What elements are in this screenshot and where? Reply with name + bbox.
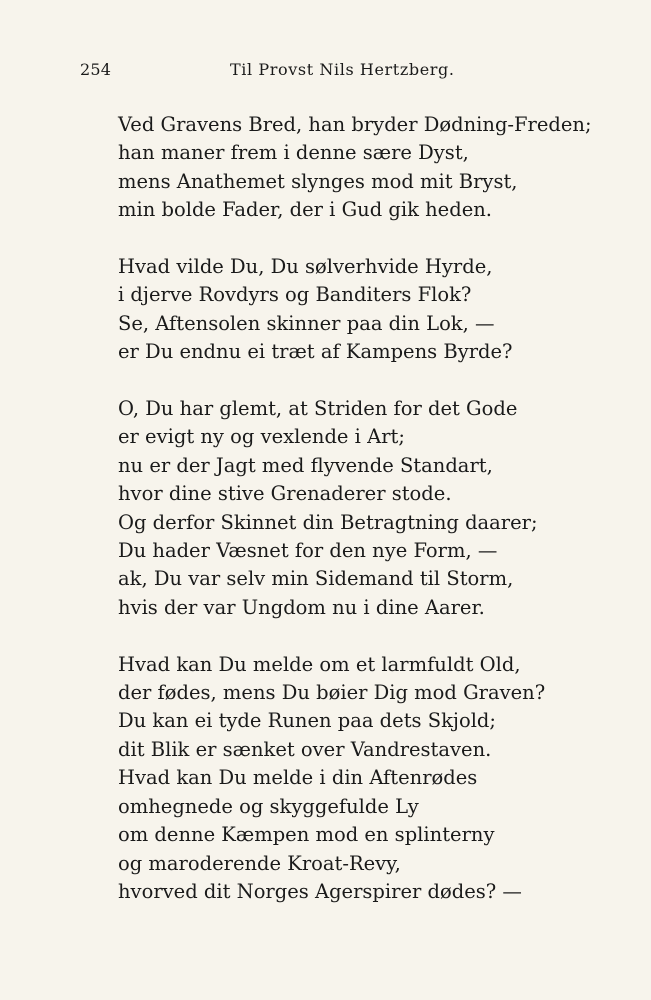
poem-line: der fødes, mens Du bøier Dig mod Graven?	[118, 681, 546, 705]
running-title: Til Provst Nils Hertzberg.	[230, 60, 455, 79]
stanza-4	[118, 651, 638, 907]
stanza-3	[118, 395, 638, 622]
poem-line: dit Blik er sænket over Vandrestaven.	[118, 737, 492, 761]
poem-line: hvorved dit Norges Agerspirer dødes? —	[118, 879, 522, 903]
stanza-1	[118, 111, 638, 225]
poem-line: Du kan ei tyde Runen paa dets Skjold;	[118, 709, 496, 733]
poem-line: Hvad vilde Du, Du sølverhvide Hyrde,	[118, 255, 493, 279]
poem-line: Ved Gravens Bred, han bryder Dødning-Freden;	[118, 113, 592, 136]
poem-line: Hvad kan Du melde i din Aftenrødes	[118, 766, 478, 790]
poem-line: er evigt ny og vexlende i Art;	[118, 425, 405, 449]
poem-line: ak, Du var selv min Sidemand til Storm,	[118, 567, 514, 591]
poem-line: omhegnede og skyggefulde Ly	[118, 794, 419, 818]
poem-line: hvor dine stive Grenaderer stode.	[118, 482, 452, 506]
poem-line: Du hader Væsnet for den nye Form, —	[118, 539, 498, 563]
poem-line: i djerve Rovdyrs og Banditers Flok?	[118, 283, 472, 307]
poem-line: O, Du har glemt, at Striden for det Gode	[118, 397, 518, 421]
poem-line: nu er der Jagt med flyvende Standart,	[118, 453, 493, 477]
page-header	[80, 60, 560, 86]
poem-line: min bolde Fader, der i Gud gik heden.	[118, 198, 493, 222]
poem-line: Hvad kan Du melde om et larmfuldt Old,	[118, 652, 521, 676]
poem-line: han maner frem i denne sære Dyst,	[118, 141, 469, 165]
poem-line: er Du endnu ei træt af Kampens Byrde?	[118, 340, 513, 364]
page-number: 254	[80, 60, 112, 79]
poem-line: hvis der var Ungdom nu i dine Aarer.	[118, 595, 485, 619]
poem-line: om denne Kæmpen mod en splinterny	[118, 823, 495, 847]
poem-line: mens Anathemet slynges mod mit Bryst,	[118, 169, 518, 193]
stanza-2	[118, 253, 638, 367]
poem-line: og maroderende Kroat-Revy,	[118, 851, 401, 875]
poem-line: Og derfor Skinnet din Betragtning daarer;	[118, 510, 538, 534]
poem-body	[118, 111, 638, 906]
poem-line: Se, Aftensolen skinner paa din Lok, —	[118, 311, 495, 335]
